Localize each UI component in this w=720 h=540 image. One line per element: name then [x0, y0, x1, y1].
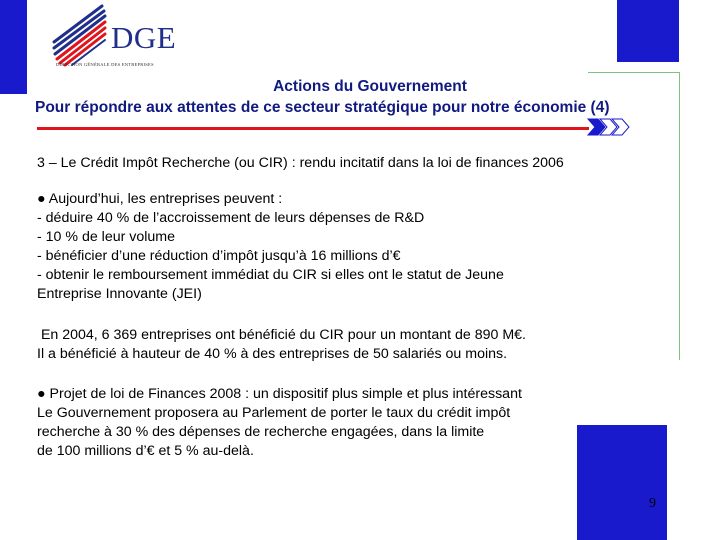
title-divider — [37, 127, 589, 130]
text-line: - 10 % de leur volume — [37, 229, 176, 245]
page-number: 9 — [649, 496, 656, 511]
text-line: En 2004, 6 369 entreprises ont bénéficié du CIR pour un montant de 890 M€. — [37, 327, 526, 343]
paragraph-finance-bill-2008 — [37, 385, 522, 461]
logo-text: DGE — [111, 20, 177, 55]
paragraph-2004-statistics — [37, 326, 526, 364]
chevron-arrows-icon — [586, 117, 646, 137]
frame-line-top — [588, 72, 680, 73]
slide-subtitle: Pour répondre aux attentes de ce secteur stratégique pour notre économie (4) — [35, 99, 610, 116]
section-heading: 3 – Le Crédit Impôt Recherche (ou CIR) : rendu incitatif dans la loi de finances 2006 — [37, 155, 564, 171]
text-line: - déduire 40 % de l’accroissement de leurs dépenses de R&D — [37, 210, 425, 226]
text-line: recherche à 30 % des dépenses de recherche engagées, dans la limite — [37, 424, 485, 440]
paragraph-current-benefits — [37, 190, 504, 304]
text-line: - bénéficier d’une réduction d’impôt jusqu’à 16 millions d’€ — [37, 248, 401, 264]
logo-subtitle: DIRECTION GÉNÉRALE DES ENTREPRISES — [56, 62, 154, 67]
frame-line-right — [679, 72, 680, 360]
text-line: ● Aujourd’hui, les entreprises peuvent : — [37, 191, 283, 207]
text-line: Entreprise Innovante (JEI) — [37, 286, 202, 302]
text-line: de 100 millions d’€ et 5 % au-delà. — [37, 443, 254, 459]
decorative-blue-block-bottom-right — [577, 425, 667, 540]
decorative-blue-block-top-right — [617, 0, 679, 62]
text-line: Le Gouvernement proposera au Parlement de porter le taux du crédit impôt — [37, 405, 511, 421]
text-line: ● Projet de loi de Finances 2008 : un dispositif plus simple et plus intéressant — [37, 386, 522, 402]
slide-title: Actions du Gouvernement — [273, 78, 467, 95]
text-line: Il a bénéficié à hauteur de 40 % à des entreprises de 50 salariés ou moins. — [37, 346, 508, 362]
text-line: - obtenir le remboursement immédiat du CIR si elles ont le statut de Jeune — [37, 267, 504, 283]
